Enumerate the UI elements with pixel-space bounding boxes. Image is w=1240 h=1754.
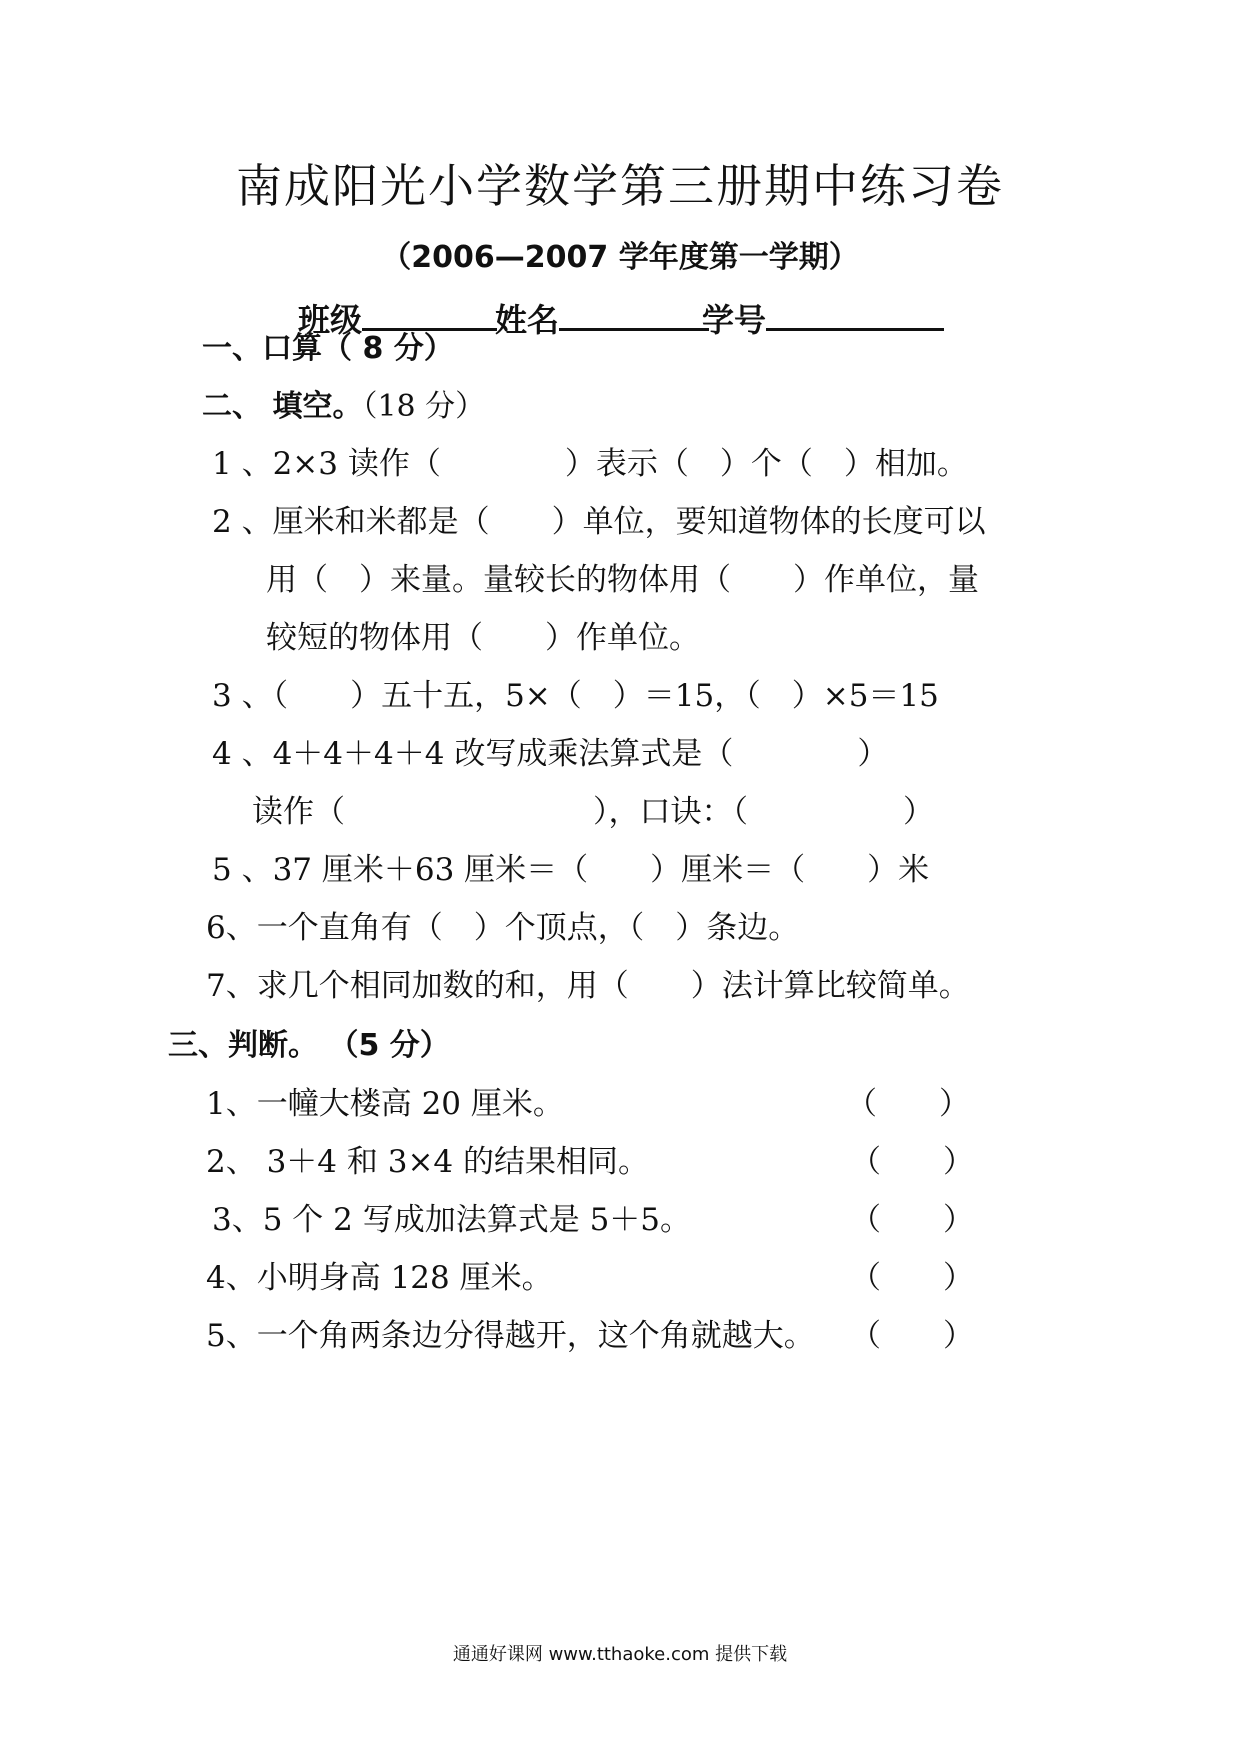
section-2-title: 二、 填空。: [202, 389, 363, 424]
fill-line-2-cont2: 较短的物体用（ ）作单位。: [266, 620, 700, 656]
judge-blank-4: （ ）: [850, 1260, 974, 1296]
judge-item-2: 2、 3＋4 和 3×4 的结果相同。: [206, 1144, 650, 1180]
page-title: 南成阳光小学数学第三册期中练习卷: [236, 159, 1004, 213]
section-2-heading: [202, 381, 485, 425]
id-label: 学号: [702, 301, 767, 339]
judge-blank-1: （ ）: [846, 1086, 970, 1122]
fill-line-1: 1 、2×3 读作（ ）表示（ ）个（ ）相加。: [212, 446, 968, 482]
fill-line-3: 3 、（ ）五十五，5×（ ）＝15，（ ）×5＝15: [212, 678, 939, 714]
judge-blank-5: （ ）: [850, 1318, 974, 1354]
judge-blank-2: （ ）: [850, 1144, 974, 1180]
section-1-heading: 一、口算（ 8 分）: [202, 331, 454, 366]
name-blank: [559, 298, 709, 331]
footer-source: 通通好课网 www.tthaoke.com 提供下载: [452, 1644, 788, 1665]
id-blank: [766, 298, 944, 331]
section-2-points: （18 分）: [362, 389, 486, 424]
section-3-heading: 三、判断。 （5 分）: [168, 1028, 450, 1063]
name-field: [495, 295, 709, 341]
fill-line-7: 7、求几个相同加数的和，用（ ）法计算比较简单。: [206, 968, 970, 1004]
fill-line-4: 4 、4＋4＋4＋4 改写成乘法算式是（ ）: [212, 736, 889, 772]
fill-line-4-cont: 读作（ ），口诀：（ ）: [252, 794, 934, 830]
judge-item-1: 1、一幢大楼高 20 厘米。: [206, 1086, 564, 1122]
fill-line-5: 5 、37 厘米＋63 厘米＝（ ）厘米＝（ ）米: [212, 852, 930, 888]
id-field: [702, 295, 944, 341]
fill-line-2: 2 、厘米和米都是（ ）单位，要知道物体的长度可以: [212, 504, 986, 540]
page-subtitle: （2006—2007 学年度第一学期）: [381, 240, 859, 275]
fill-line-2-cont: 用（ ）来量。量较长的物体用（ ）作单位，量: [266, 562, 979, 598]
judge-item-4: 4、小明身高 128 厘米。: [206, 1260, 553, 1296]
judge-item-5: 5、一个角两条边分得越开，这个角就越大。: [206, 1318, 815, 1354]
name-label: 姓名: [495, 301, 560, 339]
judge-blank-3: （ ）: [850, 1202, 974, 1238]
fill-line-6: 6、一个直角有（ ）个顶点，（ ）条边。: [206, 910, 800, 946]
class-label: 班级: [298, 301, 363, 339]
judge-item-3: 3、5 个 2 写成加法算式是 5＋5。: [212, 1202, 692, 1238]
